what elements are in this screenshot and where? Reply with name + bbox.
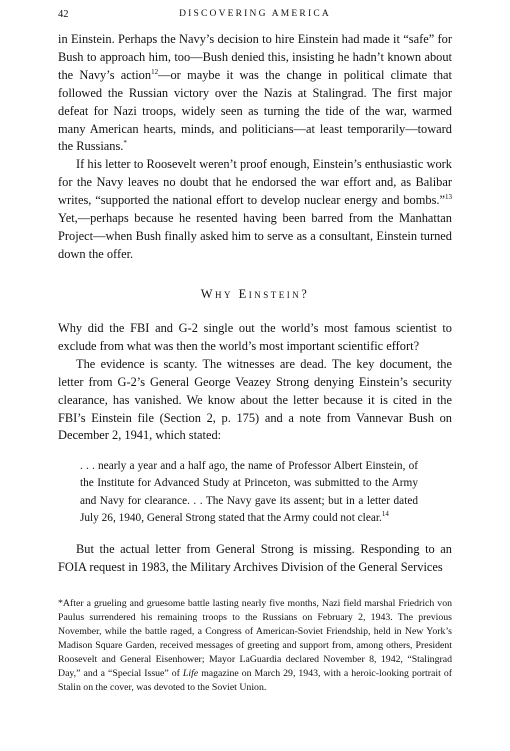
footnote: *After a grueling and gruesome battle lasting nearly five months, Nazi field marshal Friedrich von Paulus surrendered his remaining troops to the Russians on February 2, 1943. The previous November, while the battle raged, a Congress of American-Soviet Friendship, held in New York’s Madison Square Garden, received messages of greeting and support from, among others, President Roosevelt and General Eisenhower; Mayor LaGuardia declared November 8, 1942, “Stalingrad Day,” and a “Special Issue” of Life magazine on March 29, 1943, with a heroic-looking portrait of Stalin on the cover, was devoted to the Soviet Union. — [58, 598, 452, 693]
paragraph: If his letter to Roosevelt weren’t proof enough, Einstein’s enthusiastic work for the Navy leaves no doubt that he endorsed the war effort and, as Balibar writes, “supported the national effort to develop nuclear energy and bombs.”$^{13}$ Yet,—perhaps because he resented having been barred from the Manhattan Project—when Bush finally asked him to serve as a consultant, Einstein turned down the offer. — [58, 157, 452, 261]
footnote-marker: * — [123, 139, 127, 148]
magazine-title: Life — [182, 668, 199, 679]
text-block-middle — [58, 320, 452, 445]
reference-marker: 12 — [151, 67, 159, 76]
page-number: 42 — [58, 9, 69, 20]
paragraph: in Einstein. Perhaps the Navy’s decision to hire Einstein had made it “safe” for Bush to approach him, too—Bush denied this, insisting he hadn’t known about the Navy’s action$^{12}$—or maybe it was the change in political climate that followed the Russian victory over the Nazis at Stalingrad. The first major defeat for Nazi troops, widely seen as turning the tide of the war, warmed many American hearts, minds, and politicians—at least temporarily—toward the Russians.* — [58, 32, 452, 154]
section-heading: Why Einstein? — [200, 287, 310, 301]
paragraph: But the actual letter from General Strong is missing. Responding to an FOIA request in 1983, the Military Archives Division of the General Services — [58, 542, 452, 574]
paragraph: The evidence is scanty. The witnesses are dead. The key document, the letter from G-2’s General George Veazey Strong denying Einstein’s security clearance, has vanished. We know about the letter because it is cited in the FBI’s Einstein file (Section 2, p. 175) and a note from Vannevar Bush on December 2, 1941, which stated: — [58, 356, 452, 443]
paragraph: Why did the FBI and G-2 single out the world’s most famous scientist to exclude from what was then the world’s most important scientific effort? — [58, 321, 452, 353]
reference-marker: 13 — [445, 193, 452, 202]
text-block-bottom — [58, 541, 452, 577]
text-block-top — [58, 31, 452, 264]
reference-marker: 14 — [381, 510, 389, 519]
running-title: DISCOVERING AMERICA — [179, 9, 331, 19]
block-quote: . . . nearly a year and a half ago, the name of Professor Albert Einstein, of the Institute for Advanced Study at Princeton, was submitted to the Army and Navy for clearance. . . The Navy gave its assent; but in a letter dated July 26, 1940, General Strong stated that the Army could not clear.$^{14}$ — [80, 460, 418, 524]
running-header — [58, 9, 452, 23]
